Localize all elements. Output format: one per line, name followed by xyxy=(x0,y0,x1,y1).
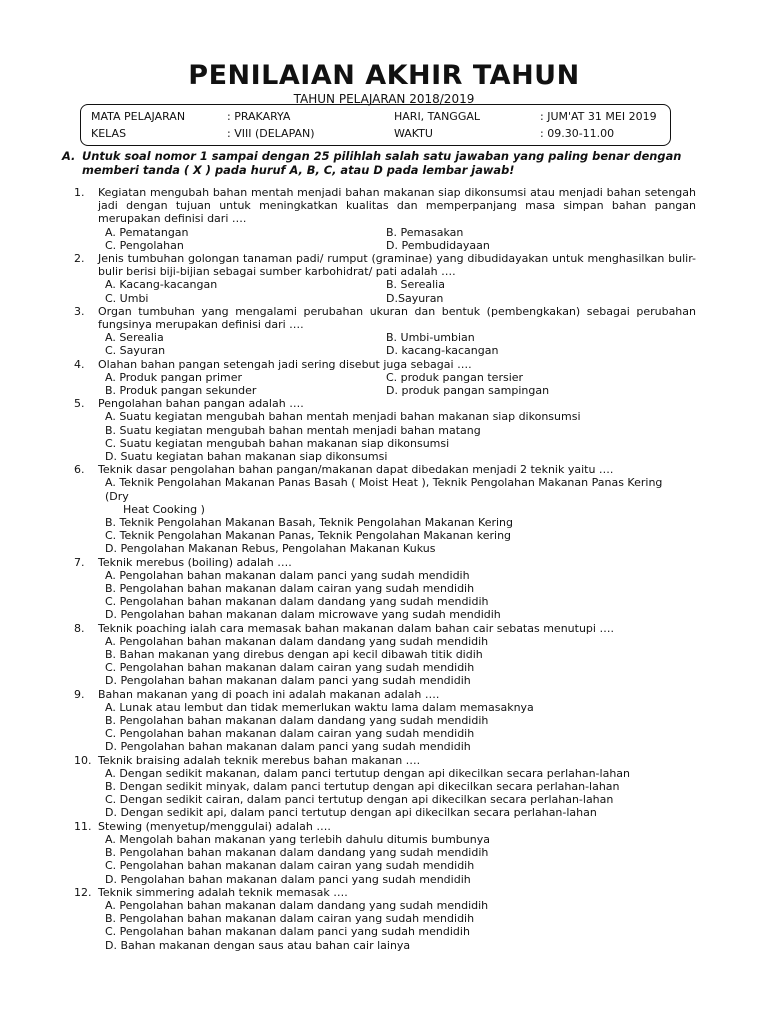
option-b: B. Serealia xyxy=(386,278,445,292)
question-item xyxy=(74,688,696,754)
question-item xyxy=(74,622,696,688)
option-c: C. Pengolahan bahan makanan dalam cairan yang sudah mendidih xyxy=(105,859,475,873)
question-number: 5. xyxy=(74,397,85,411)
question-item xyxy=(74,886,696,952)
question-item xyxy=(74,186,696,252)
question-text: Teknik simmering adalah teknik memasak …. xyxy=(98,885,348,899)
option-a xyxy=(74,476,696,516)
question-text: Kegiatan mengubah bahan mentah menjadi bahan makanan siap dikonsumsi atau menjadi bahan setengah jadi dengan tujuan untuk meningkatkan kualitas dan memperpanjang masa simpan bahan pangan merupakan definisi dari …. xyxy=(98,186,696,226)
question-item xyxy=(74,820,696,886)
question-text: Teknik dasar pengolahan bahan pangan/makanan dapat dibedakan menjadi 2 teknik yaitu …. xyxy=(98,463,614,477)
question-number: 1. xyxy=(74,186,85,199)
option-a: A. Dengan sedikit makanan, dalam panci tertutup dengan api dikecilkan secara perlahan-lahan xyxy=(105,766,630,780)
option-b: B. Pengolahan bahan makanan dalam dandang yang sudah mendidih xyxy=(105,846,489,860)
question-list xyxy=(74,186,696,952)
option-c: C. Pengolahan bahan makanan dalam cairan yang sudah mendidih xyxy=(105,727,475,741)
option-a: A. Kacang-kacangan xyxy=(105,278,218,292)
option-a: A. Pengolahan bahan makanan dalam dandang yang sudah mendidih xyxy=(105,634,489,648)
date-label: HARI, TANGGAL xyxy=(394,110,480,123)
option-c: C. Suatu kegiatan mengubah bahan makanan siap dikonsumsi xyxy=(105,436,450,450)
option-c: C. Dengan sedikit cairan, dalam panci tertutup dengan api dikecilkan secara perlahan-lahan xyxy=(105,793,614,807)
option-d: D.Sayuran xyxy=(386,291,444,305)
question-text: Bahan makanan yang di poach ini adalah makanan adalah …. xyxy=(98,687,440,701)
question-item xyxy=(74,754,696,820)
exam-info-box xyxy=(80,104,671,146)
option-c: C. Pengolahan bahan makanan dalam dandang yang sudah mendidih xyxy=(105,595,489,609)
question-item xyxy=(74,358,696,398)
question-number: 11. xyxy=(74,819,92,833)
instruction-label: A. xyxy=(62,149,76,163)
option-b: B. Suatu kegiatan mengubah bahan mentah menjadi bahan matang xyxy=(105,423,481,437)
option-b: B. Teknik Pengolahan Makanan Basah, Teknik Pengolahan Makanan Kering xyxy=(105,516,513,530)
question-number: 6. xyxy=(74,463,85,477)
subject-label: MATA PELAJARAN xyxy=(91,110,186,123)
question-number: 4. xyxy=(74,357,85,371)
option-c: C. Sayuran xyxy=(105,344,166,358)
option-a: A. Pengolahan bahan makanan dalam dandang yang sudah mendidih xyxy=(105,898,489,912)
subject-value: : PRAKARYA xyxy=(227,110,291,123)
option-b: B. Dengan sedikit minyak, dalam panci tertutup dengan api dikecilkan secara perlahan-lahan xyxy=(105,780,620,794)
question-text: Teknik merebus (boiling) adalah …. xyxy=(98,555,292,569)
question-item xyxy=(74,556,696,622)
question-text: Jenis tumbuhan golongan tanaman padi/ rumput (graminae) yang dibudidayakan untuk menghasilkan bulir-bulir berisi biji-bijian sebagai sumber karbohidrat/ pati adalah …. xyxy=(98,252,696,279)
instruction-line-2: memberi tanda ( X ) pada huruf A, B, C, atau D pada lembar jawab! xyxy=(82,163,515,177)
option-d: D. Bahan makanan dengan saus atau bahan cair lainya xyxy=(105,938,411,952)
question-item xyxy=(74,305,696,358)
option-b: B. Pemasakan xyxy=(386,225,464,239)
option-a: A. Suatu kegiatan mengubah bahan mentah menjadi bahan makanan siap dikonsumsi xyxy=(105,410,581,424)
option-d: D. Pengolahan bahan makanan dalam panci yang sudah mendidih xyxy=(105,872,471,886)
option-d: D. Pengolahan Makanan Rebus, Pengolahan Makanan Kukus xyxy=(105,542,436,556)
question-text: Teknik poaching ialah cara memasak bahan makanan dalam bahan cair sebatas menutupi …. xyxy=(98,621,614,635)
question-number: 3. xyxy=(74,304,85,318)
question-text: Stewing (menyetup/menggulai) adalah …. xyxy=(98,819,331,833)
page-subtitle: TAHUN PELAJARAN 2018/2019 xyxy=(293,92,475,106)
option-a: A. Pengolahan bahan makanan dalam panci yang sudah mendidih xyxy=(105,568,470,582)
option-b: B. Umbi-umbian xyxy=(386,331,475,345)
time-value: : 09.30-11.00 xyxy=(540,127,615,140)
option-b: B. Bahan makanan yang direbus dengan api kecil dibawah titik didih xyxy=(105,648,483,662)
option-a: A. Mengolah bahan makanan yang terlebih dahulu ditumis bumbunya xyxy=(105,832,490,846)
question-number: 8. xyxy=(74,621,85,635)
option-b: B. Pengolahan bahan makanan dalam dandang yang sudah mendidih xyxy=(105,714,489,728)
option-d: D. kacang-kacangan xyxy=(386,344,499,358)
option-c: C. Pengolahan bahan makanan dalam panci yang sudah mendidih xyxy=(105,925,470,939)
option-d: D. Pembudidayaan xyxy=(386,238,490,252)
option-a: A. Produk pangan primer xyxy=(105,370,243,384)
question-number: 10. xyxy=(74,753,92,767)
option-c: C. Teknik Pengolahan Makanan Panas, Teknik Pengolahan Makanan kering xyxy=(105,529,512,543)
option-a: A. Pematangan xyxy=(105,225,189,239)
question-text: Olahan bahan pangan setengah jadi sering disebut juga sebagai …. xyxy=(98,357,472,371)
option-d: D. produk pangan sampingan xyxy=(386,383,550,397)
question-item xyxy=(74,397,696,463)
date-value: : JUM'AT 31 MEI 2019 xyxy=(540,110,657,123)
class-value: : VIII (DELAPAN) xyxy=(227,127,315,140)
option-a-text: A. Teknik Pengolahan Makanan Panas Basah ( Moist Heat ), Teknik Pengolahan Makanan Panas Kering (Dry xyxy=(105,476,663,503)
option-c: C. produk pangan tersier xyxy=(386,370,524,384)
option-a: A. Serealia xyxy=(105,331,164,345)
option-c: C. Pengolahan bahan makanan dalam cairan yang sudah mendidih xyxy=(105,661,475,675)
instruction-line-1: Untuk soal nomor 1 sampai dengan 25 pilihlah salah satu jawaban yang paling benar dengan xyxy=(82,149,682,163)
option-d: D. Pengolahan bahan makanan dalam microwave yang sudah mendidih xyxy=(105,608,501,622)
option-d: D. Pengolahan bahan makanan dalam panci yang sudah mendidih xyxy=(105,674,471,688)
option-b: B. Pengolahan bahan makanan dalam cairan yang sudah mendidih xyxy=(105,582,475,596)
question-item xyxy=(74,463,696,555)
option-d: D. Suatu kegiatan bahan makanan siap dikonsumsi xyxy=(105,450,388,463)
page-title: PENILAIAN AKHIR TAHUN xyxy=(188,60,580,91)
question-item xyxy=(74,252,696,305)
instructions xyxy=(62,149,712,177)
option-d: D. Dengan sedikit api, dalam panci tertutup dengan api dikecilkan secara perlahan-lahan xyxy=(105,806,597,820)
option-a-continuation: Heat Cooking ) xyxy=(123,502,205,516)
option-c: C. Umbi xyxy=(105,291,149,305)
option-c: C. Pengolahan xyxy=(105,238,184,252)
option-b: B. Produk pangan sekunder xyxy=(105,383,257,397)
question-number: 7. xyxy=(74,555,85,569)
question-number: 9. xyxy=(74,687,85,701)
option-d: D. Pengolahan bahan makanan dalam panci yang sudah mendidih xyxy=(105,740,471,754)
question-number: 12. xyxy=(74,885,92,899)
question-number: 2. xyxy=(74,252,85,265)
option-b: B. Pengolahan bahan makanan dalam cairan yang sudah mendidih xyxy=(105,912,475,926)
question-text: Organ tumbuhan yang mengalami perubahan ukuran dan bentuk (pembengkakan) sebagai perubahan fungsinya merupakan definisi dari …. xyxy=(98,304,696,331)
class-label: KELAS xyxy=(91,127,127,140)
option-a: A. Lunak atau lembut dan tidak memerlukan waktu lama dalam memasaknya xyxy=(105,700,534,714)
question-text: Teknik braising adalah teknik merebus bahan makanan …. xyxy=(98,753,421,767)
time-label: WAKTU xyxy=(394,127,433,140)
question-text: Pengolahan bahan pangan adalah …. xyxy=(98,397,304,411)
